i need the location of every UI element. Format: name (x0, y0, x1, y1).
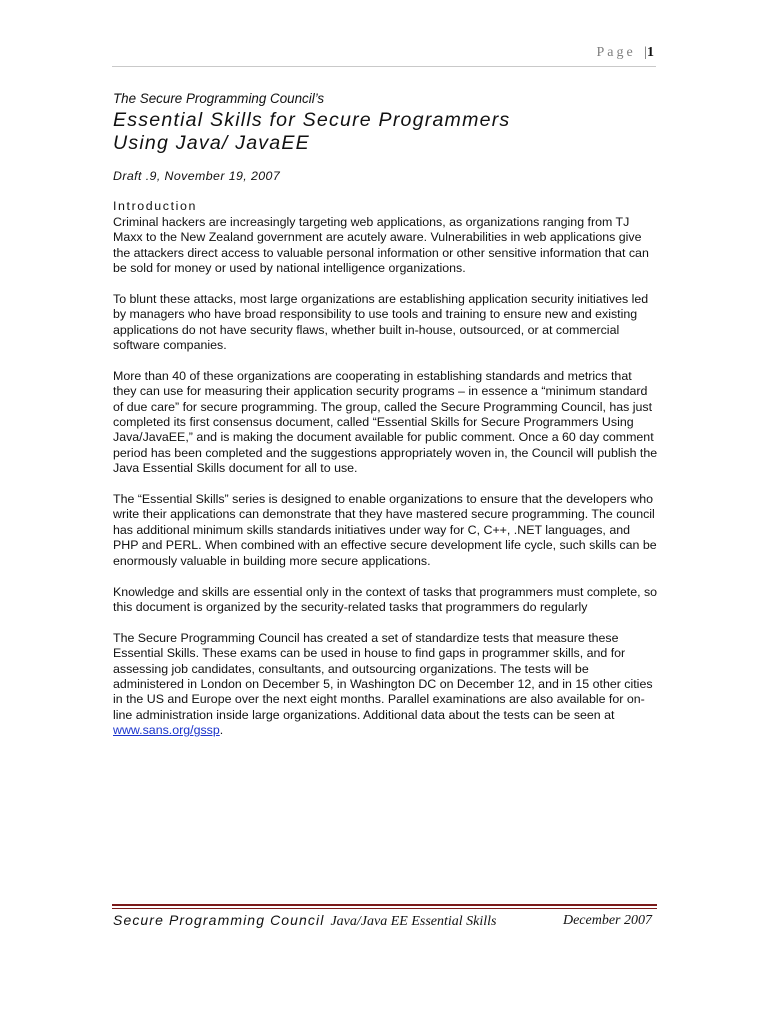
title-line-1: Essential Skills for Secure Programmers (113, 109, 511, 131)
footer-council: Secure Programming Council (113, 912, 325, 928)
footer-rule-bottom (112, 908, 657, 909)
document-body (113, 90, 658, 754)
paragraph-6-end: . (219, 723, 224, 738)
paragraph-1: Criminal hackers are increasingly targeting web applications, as organizations ranging from TJ Maxx to the New Zealand government are acutely aware. Vulnerabilities in web applications give the attackers direct access to valuable personal information or other sensitive information that can be sold for money or used by national intelligence organizations. (113, 214, 649, 276)
paragraph-3: More than 40 of these organizations are cooperating in establishing standards and metrics that they can use for measuring their application security programs – in essence a “minimum standard of due care” for secure programming. The group, called the Secure Programming Council, has just completed its first consensus document, called “Essential Skills for Secure Programmers Using Java/JavaEE,” and is making the document available for public comment. Once a 60 day comment period has been completed and the suggestions appropriately woven in, the Council will publish the Java Essential Skills document for all to use. (113, 368, 658, 476)
document-title (113, 109, 658, 155)
paragraph-6 (113, 631, 658, 739)
page-footer (113, 912, 658, 930)
page-number-label (596, 45, 654, 61)
footer-doc-name: Java/Java EE Essential Skills (330, 914, 497, 929)
council-name: The Secure Programming Council’s (113, 91, 325, 106)
paragraph-6-text: The Secure Programming Council has created a set of standardize tests that measure these Essential Skills. These exams can be used in house to find gaps in programmer skills, and for assessing job candidates, consultants, and outsourcing organizations. The tests will be administered in London on December 5, in Washington DC on December 12, and in 15 other cities in the US and Europe over the next eight months. Parallel examinations are also available for on-line administration inside large organizations. Additional data about the tests can be seen at (113, 630, 653, 722)
title-line-2: Using Java/ JavaEE (113, 132, 310, 154)
paragraph-4: The “Essential Skills” series is designed to enable organizations to ensure that the developers who write their applications can demonstrate that they have mastered secure programming. The council has additional minimum skills standards initiatives under way for C, C++, .NET languages, and PHP and PERL. When combined with an effective secure development life cycle, such skills can be enormously valuable in building more secure applications. (113, 492, 657, 568)
draft-date: Draft .9, November 19, 2007 (113, 169, 281, 183)
page-header (112, 44, 656, 67)
paragraph-5: Knowledge and skills are essential only in the context of tasks that programmers must complete, so this document is organized by the security-related tasks that programmers do regularly (113, 584, 658, 614)
introduction-heading: Introduction (113, 199, 197, 214)
footer-rule-top (112, 904, 657, 906)
page-label: Page (596, 45, 636, 60)
footer-date: December 2007 (562, 913, 652, 928)
paragraph-2: To blunt these attacks, most large organizations are establishing application security initiatives led by managers who have broad responsibility to use tools and training to ensure new and existing applications do not have security flaws, whether built in-house, outsourced, or at commercial software companies. (113, 291, 649, 353)
page-separator: | (644, 45, 647, 60)
page-number: 1 (647, 45, 654, 60)
gssp-link[interactable]: www.sans.org/gssp (113, 723, 220, 738)
